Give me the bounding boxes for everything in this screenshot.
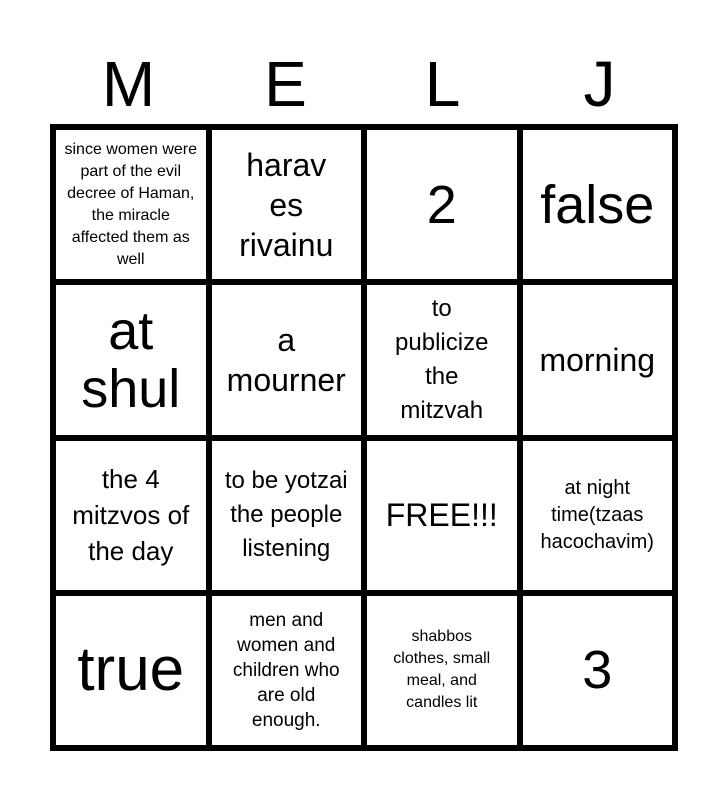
cell-text: morning <box>539 341 656 378</box>
cell-text: shabbos clothes, small meal, and candles lit <box>393 628 491 712</box>
bingo-cell-r4c3[interactable] <box>367 596 517 745</box>
cell-text: the 4 mitzvos of the day <box>72 464 190 567</box>
cell-text: FREE!!! <box>385 497 498 534</box>
header-letter-j: J <box>583 48 616 120</box>
cell-text: 2 <box>426 174 457 235</box>
bingo-cell-r4c2[interactable] <box>212 596 362 745</box>
bingo-cell-r3c1[interactable] <box>56 441 206 590</box>
header-letter-e: E <box>264 48 307 120</box>
bingo-cell-r2c2[interactable] <box>212 285 362 434</box>
cell-text: to publicize the mitzvah <box>395 294 489 424</box>
bingo-cell-r3c2[interactable] <box>212 441 362 590</box>
bingo-cell-r3c3[interactable] <box>367 441 517 590</box>
cell-text: true <box>77 635 185 705</box>
cell-text: harav es rivainu <box>239 146 334 263</box>
cell-text: 3 <box>582 640 613 701</box>
bingo-cell-r2c4[interactable] <box>523 285 673 434</box>
cell-text: men and women and children who are old enough. <box>232 609 340 731</box>
bingo-cell-r4c1[interactable] <box>56 596 206 745</box>
bingo-cell-r1c3[interactable] <box>367 130 517 279</box>
bingo-cell-r1c2[interactable] <box>212 130 362 279</box>
bingo-board <box>50 124 678 751</box>
cell-text: a mourner <box>226 321 346 398</box>
cell-text: false <box>540 174 655 235</box>
cell-text: at shul <box>81 300 181 419</box>
bingo-header <box>50 44 678 124</box>
cell-text: since women were part of the evil decree of Haman, the miracle affected them as well <box>64 140 197 268</box>
header-letter-m: M <box>101 48 156 120</box>
bingo-cell-r3c4[interactable] <box>523 441 673 590</box>
bingo-cell-r4c4[interactable] <box>523 596 673 745</box>
bingo-cell-r1c4[interactable] <box>523 130 673 279</box>
bingo-cell-r1c1[interactable] <box>56 130 206 279</box>
cell-text: to be yotzai the people listening <box>224 467 348 563</box>
header-letter-l: L <box>424 48 461 120</box>
bingo-cell-r2c3[interactable] <box>367 285 517 434</box>
bingo-cell-r2c1[interactable] <box>56 285 206 434</box>
cell-text: at night time(tzaas hacochavim) <box>540 476 654 553</box>
